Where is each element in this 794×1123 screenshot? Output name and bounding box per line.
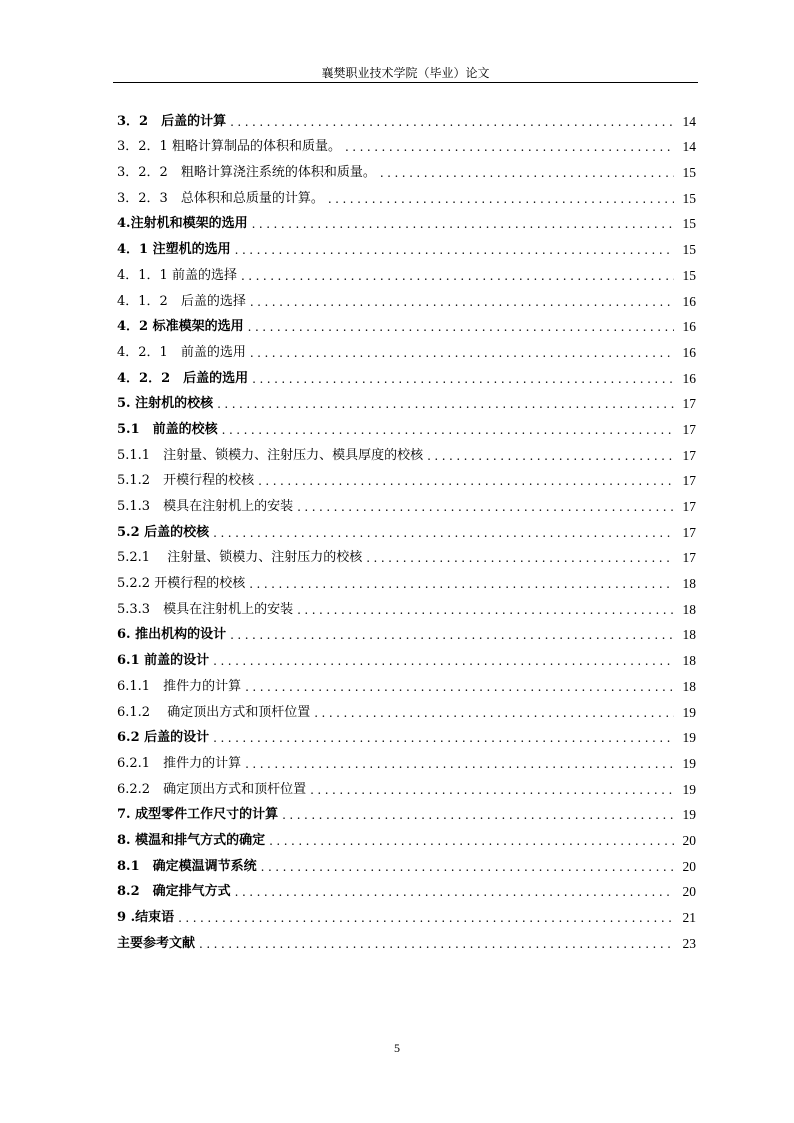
toc-entry-label: 4．2．2 后盖的选用 [117, 370, 249, 386]
toc-entry[interactable] [117, 515, 696, 541]
toc-entry-page: 18 [682, 678, 696, 694]
toc-leader-dots [282, 807, 674, 823]
toc-leader-dots [269, 833, 674, 849]
toc-entry-page: 20 [682, 832, 696, 848]
toc-leader-dots [297, 499, 674, 515]
toc-entry[interactable] [117, 592, 696, 618]
toc-leader-dots [235, 884, 674, 900]
toc-entry-label: 6.1.2 确定顶出方式和顶杆位置 [117, 704, 311, 720]
toc-entry[interactable] [117, 926, 696, 952]
toc-entry-page: 14 [682, 113, 696, 129]
toc-entry-page: 14 [682, 139, 696, 155]
toc-entry-label: 3．2 后盖的计算 [117, 113, 227, 129]
toc-entry-page: 17 [682, 396, 696, 412]
toc-entry-page: 15 [682, 242, 696, 258]
running-header: 襄樊职业技术学院（毕业）论文 [321, 66, 490, 80]
toc-entry[interactable] [117, 207, 696, 233]
toc-leader-dots [178, 910, 674, 926]
toc-entry-label: 6.2.2 确定顶出方式和顶杆位置 [117, 781, 307, 797]
toc-entry[interactable] [117, 618, 696, 644]
toc-entry-label: 4．1 注塑机的选用 [117, 242, 231, 258]
toc-entry[interactable] [117, 387, 696, 413]
toc-entry[interactable] [117, 464, 696, 490]
toc-entry[interactable] [117, 798, 696, 824]
toc-entry[interactable] [117, 258, 696, 284]
toc-entry[interactable] [117, 695, 696, 721]
toc-leader-dots [252, 371, 674, 387]
toc-leader-dots [249, 576, 674, 592]
toc-entry-label: 5.3.3 模具在注射机上的安装 [117, 601, 294, 617]
toc-leader-dots [230, 114, 674, 130]
toc-leader-dots [250, 294, 674, 310]
toc-entry-page: 15 [682, 165, 696, 181]
toc-entry-page: 18 [682, 576, 696, 592]
toc-leader-dots [310, 782, 674, 798]
toc-entry[interactable] [117, 155, 696, 181]
toc-entry-page: 19 [682, 755, 696, 771]
toc-leader-dots [245, 679, 674, 695]
toc-leader-dots [258, 473, 674, 489]
toc-entry-page: 19 [682, 730, 696, 746]
toc-leader-dots [248, 319, 674, 335]
toc-entry[interactable] [117, 232, 696, 258]
toc-entry[interactable] [117, 566, 696, 592]
toc-entry-label: 5.2 后盖的校核 [117, 524, 210, 540]
toc-entry-label: 6.2 后盖的设计 [117, 730, 210, 746]
toc-leader-dots [213, 525, 674, 541]
toc-entry[interactable] [117, 900, 696, 926]
toc-entry-label: 4．2 标准模架的选用 [117, 319, 244, 335]
toc-entry[interactable] [117, 489, 696, 515]
toc-entry-label: 6.2.1 推件力的计算 [117, 755, 242, 771]
toc-entry[interactable] [117, 335, 696, 361]
toc-entry-page: 16 [682, 293, 696, 309]
toc-entry-page: 21 [682, 910, 696, 925]
toc-entry[interactable] [117, 438, 696, 464]
toc-entry[interactable] [117, 412, 696, 438]
toc-entry[interactable] [117, 823, 696, 849]
toc-entry-label: 8. 模温和排气方式的确定 [117, 832, 266, 848]
toc-entry-page: 15 [682, 216, 696, 232]
toc-leader-dots [328, 191, 674, 207]
toc-entry-page: 16 [682, 370, 696, 386]
toc-entry-page: 19 [682, 807, 696, 823]
toc-entry-label: 5.2.1 注射量、锁模力、注射压力的校核 [117, 550, 363, 566]
page-number: 5 [394, 1041, 400, 1055]
toc-leader-dots [213, 730, 674, 746]
toc-entry[interactable] [117, 310, 696, 336]
toc-entry-label: 8.2 确定排气方式 [117, 884, 231, 900]
toc-entry-page: 18 [682, 601, 696, 617]
toc-entry-label: 5.1 前盖的校核 [117, 421, 218, 437]
toc-leader-dots [213, 653, 674, 669]
toc-entry-page: 17 [682, 421, 696, 437]
toc-entry-page: 15 [682, 267, 696, 283]
toc-entry-page: 17 [682, 550, 696, 566]
toc-entry-page: 17 [682, 524, 696, 540]
toc-entry[interactable] [117, 669, 696, 695]
toc-entry[interactable] [117, 875, 696, 901]
toc-entry-page: 19 [682, 704, 696, 720]
toc-entry-page: 16 [682, 344, 696, 360]
toc-entry-label: 9 .结束语 [117, 910, 175, 925]
toc-leader-dots [222, 422, 674, 438]
toc-entry[interactable] [117, 181, 696, 207]
toc-leader-dots [235, 242, 674, 258]
toc-entry[interactable] [117, 104, 696, 130]
table-of-contents [117, 104, 696, 952]
toc-entry[interactable] [117, 772, 696, 798]
toc-entry-label: 8.1 确定模温调节系统 [117, 858, 257, 874]
toc-entry-label: 4．1．1 前盖的选择 [117, 267, 237, 283]
toc-entry-label: 3．2．2 粗略计算浇注系统的体积和质量。 [117, 165, 376, 181]
toc-leader-dots [250, 345, 674, 361]
toc-entry-label: 5.2.2 开模行程的校核 [117, 576, 246, 592]
toc-entry[interactable] [117, 130, 696, 156]
toc-entry-label: 3．2．1 粗略计算制品的体积和质量。 [117, 139, 341, 155]
toc-entry-page: 17 [682, 447, 696, 463]
toc-entry-page: 18 [682, 627, 696, 643]
toc-leader-dots [314, 705, 674, 721]
toc-entry-page: 15 [682, 190, 696, 206]
toc-leader-dots [261, 859, 674, 875]
toc-leader-dots [252, 216, 674, 232]
toc-entry-label: 6.1.1 推件力的计算 [117, 678, 242, 694]
toc-entry-label: 5. 注射机的校核 [117, 396, 214, 412]
toc-leader-dots [366, 550, 674, 566]
toc-leader-dots [380, 165, 674, 181]
header-rule [113, 82, 698, 83]
toc-entry[interactable] [117, 849, 696, 875]
toc-entry-page: 18 [682, 653, 696, 669]
toc-entry-page: 23 [682, 935, 696, 951]
toc-entry-label: 5.1.1 注射量、锁模力、注射压力、模具厚度的校核 [117, 447, 424, 463]
toc-entry-page: 17 [682, 473, 696, 489]
toc-entry-label: 5.1.2 开模行程的校核 [117, 473, 255, 489]
toc-entry-label: 7. 成型零件工作尺寸的计算 [117, 807, 279, 823]
toc-leader-dots [245, 756, 674, 772]
toc-entry[interactable] [117, 643, 696, 669]
toc-entry-page: 20 [682, 858, 696, 874]
toc-leader-dots [217, 396, 674, 412]
toc-leader-dots [230, 627, 674, 643]
toc-entry[interactable] [117, 284, 696, 310]
toc-entry-label: 4．1．2 后盖的选择 [117, 293, 246, 309]
toc-entry[interactable] [117, 721, 696, 747]
toc-leader-dots [297, 602, 674, 618]
toc-entry[interactable] [117, 746, 696, 772]
toc-entry-label: 4.注射机和模架的选用 [117, 216, 248, 232]
toc-leader-dots [241, 268, 674, 284]
toc-entry-label: 5.1.3 模具在注射机上的安装 [117, 499, 294, 514]
toc-entry-label: 主要参考文献 [117, 935, 196, 951]
toc-entry[interactable] [117, 541, 696, 567]
toc-entry-label: 6.1 前盖的设计 [117, 653, 210, 669]
toc-entry-label: 4．2．1 前盖的选用 [117, 344, 246, 360]
toc-entry-page: 19 [682, 781, 696, 797]
toc-entry-label: 3．2．3 总体积和总质量的计算。 [117, 190, 324, 206]
toc-entry-label: 6. 推出机构的设计 [117, 627, 227, 643]
toc-entry-page: 20 [682, 884, 696, 900]
toc-leader-dots [345, 139, 674, 155]
toc-leader-dots [199, 936, 674, 952]
toc-entry-page: 17 [682, 499, 696, 514]
toc-entry[interactable] [117, 361, 696, 387]
toc-entry-page: 16 [682, 319, 696, 335]
toc-leader-dots [427, 448, 674, 464]
